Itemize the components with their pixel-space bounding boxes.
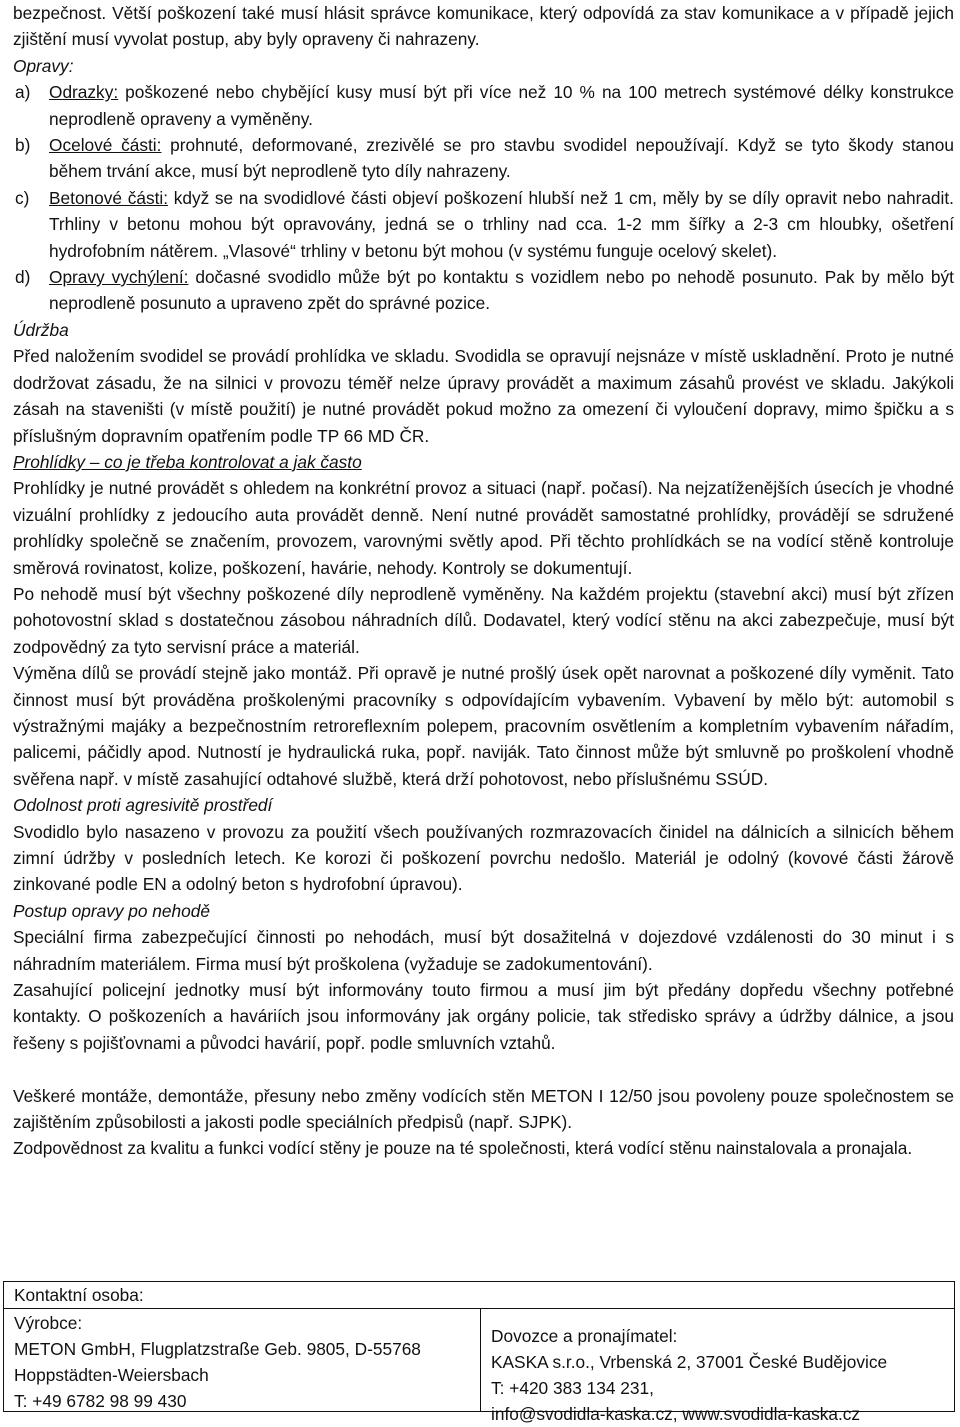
manufacturer-label: Výrobce: — [14, 1313, 83, 1333]
importer-web: info@svodidla-kaska.cz, www.svodidla-kaska.cz — [491, 1404, 861, 1424]
list-text — [49, 132, 954, 185]
accident-paragraph-1: Speciální firma zabezpečující činnosti po nehodách, musí být dosažitelná v dojezdové vzdálenosti do 30 minut i s náhradním materiálem. Firma musí být proškolena (vyžaduje se zadokumentování). — [13, 927, 954, 974]
accident-heading: Postup opravy po nehodě — [13, 900, 210, 921]
accident-paragraph-2: Zasahující policejní jednotky musí být informovány touto firmou a musí jim být předány dopředu všechny potřebné kontakty. O poškozeních a haváriích jsou informovány jak orgány policie, tak středisko správy a údržby dálnice, a jsou řešeny s pojišťovnami a původci havárií, popř. podle smluvních vztahů. — [13, 980, 954, 1053]
list-marker: a) — [15, 82, 31, 103]
list-text — [49, 79, 954, 132]
repair-title: Opravy vychýlení: — [49, 267, 189, 288]
inspections-heading — [13, 449, 954, 475]
manufacturer-address: METON GmbH, Flugplatzstraße Geb. 9805, D-55768 — [14, 1339, 421, 1359]
manufacturer-city: Hoppstädten-Weiersbach — [14, 1365, 209, 1385]
manufacturer-cell — [4, 1309, 481, 1411]
maintenance-paragraph: Před naložením svodidel se provádí prohlídka ve skladu. Svodidla se opravují nejsnáze v místě uskladnění. Proto je nutné dodržovat zásadu, že na silnici v provozu téměř nelze úpravy provádět a maximum zásahů provést ve skladu. Jakýkoli zásah na staveništi (v místě použití) je nutné provádět pokud možno za omezení či vyloučení dopravy, mimo špičku a s příslušným dopravním opatřením podle TP 66 MD ČR. — [13, 346, 954, 446]
inspections-paragraph-3: Výměna dílů se provádí stejně jako montáž. Při opravě je nutné prošlý úsek opět narovnat a poškozené díly vyměnit. Tato činnost musí být prováděna proškolenými pracovníky s odpovídajícím vybavením. Vybavení by mělo být: automobil s výstražnými majáky a bezpečnostním retroreflexním polepem, pracovním osvětlením a kompletním vybavením nářadím, palicemi, páčidly apod. Nutností je hydraulická ruka, popř. naviják. Tato činnost může být smluvně po proškolení vhodně svěřena např. v místě zasahující odtahové službě, která drží pohotovost, nebo příslušnému SSÚD. — [13, 663, 954, 789]
intro-paragraph: bezpečnost. Větší poškození také musí hlásit správce komunikace, který odpovídá za stav komunikace a v případě jejich zjištění musí vyvolat postup, aby byly opraveny či nahrazeny. — [13, 3, 954, 50]
importer-cell — [481, 1309, 954, 1424]
list-marker: d) — [15, 267, 31, 288]
importer-phone: T: +420 383 134 231, — [491, 1378, 654, 1398]
repair-description: poškozené nebo chybějící kusy musí být při více než 10 % na 100 metrech systémové délky konstrukce neprodleně opraveny a vyměněny. — [49, 82, 954, 129]
closing-paragraph-1: Veškeré montáže, demontáže, přesuny nebo změny vodících stěn METON I 12/50 jsou povoleny pouze společnostem se zajištěním způsobilosti a jakosti podle speciálních předpisů (např. SJPK). — [13, 1085, 954, 1133]
repair-description: když se na svodidlové části objeví poškození hlubší než 1 cm, měly by se díly opravit nebo nahradit. Trhliny v betonu mohou být opravovány, jedná se o trhliny nad cca. 1-2 mm šířky a 2-3 cm hloubky, ošetření hydrofobním nátěrem. „Vlasové“ trhliny v betonu být mohou (v systému funguje ocelový skelet). — [49, 187, 954, 261]
importer-label: Dovozce a pronajímatel: — [491, 1326, 678, 1346]
repair-title: Betonové části: — [49, 187, 169, 208]
list-text — [49, 264, 954, 317]
list-marker: c) — [15, 187, 30, 208]
inspections-paragraph-2: Po nehodě musí být všechny poškozené díly neprodleně vyměněny. Na každém projektu (stavební akci) musí být zřízen pohotovostní sklad s dostatečnou zásobou náhradních dílů. Dodavatel, který vodící stěnu na akci zabezpečuje, musí být zodpovědný za tyto servisní práce a materiál. — [13, 583, 954, 657]
repair-title: Ocelové části: — [49, 135, 162, 156]
contact-table — [3, 1281, 955, 1424]
maintenance-heading: Údržba — [13, 319, 69, 340]
resistance-paragraph: Svodidlo bylo nasazeno v provozu za použití všech používaných rozmrazovacích činidel na dálnicích a silnicích během zimní údržby v posledních letech. Ke korozi či poškození povrchu nedošlo. Materiál je odolný (kovové části žárově zinkované podle EN a odolný beton s hydrofobní úpravou). — [13, 821, 954, 895]
inspections-paragraph-1: Prohlídky je nutné provádět s ohledem na konkrétní provoz a situaci (např. počasí). Na nejzatíženějších úsecích je vhodné vizuální prohlídky z jedoucího auta provádět denně. Není nutné provádět samostatné prohlídky, provádějí se sdružené prohlídky společně se značením, provozem, varovnými světly apod. Při těchto prohlídkách se na vodící stěně kontroluje směrová rovinatost, kolize, poškození, havárie, nehody. Kontroly se dokumentují. — [13, 478, 954, 578]
repair-description: dočasné svodidlo může být po kontaktu s vozidlem nebo po nehodě posunuto. Pak by mělo být neprodleně posunuto a upraveno zpět do správné pozice. — [49, 267, 954, 314]
repair-item-d — [13, 264, 954, 317]
resistance-heading: Odolnost proti agresivitě prostředí — [13, 795, 273, 816]
repair-item-b — [13, 132, 954, 185]
manufacturer-phone: T: +49 6782 98 99 430 — [14, 1391, 187, 1411]
importer-address: KASKA s.r.o., Vrbenská 2, 37001 České Budějovice — [491, 1352, 888, 1372]
repairs-heading: Opravy: — [13, 55, 74, 76]
list-text — [49, 185, 954, 264]
repair-item-c — [13, 185, 954, 264]
list-marker: b) — [15, 135, 31, 156]
repair-item-a — [13, 79, 954, 132]
repair-description: prohnuté, deformované, zrezivělé se pro stavbu svodidel nepoužívají. Když se tyto škody stanou během trvání akce, musí být neprodleně tyto díly nahrazeny. — [49, 135, 955, 182]
contact-title: Kontaktní osoba: — [4, 1282, 954, 1309]
document-body — [13, 0, 954, 1162]
inspections-heading-text: Prohlídky – co je třeba kontrolovat a jak často — [13, 451, 362, 472]
repair-title: Odrazky: — [49, 82, 119, 103]
closing-paragraph-2: Zodpovědnost za kvalitu a funkci vodící stěny je pouze na té společnosti, která vodící stěnu nainstalovala a pronajala. — [13, 1138, 913, 1159]
